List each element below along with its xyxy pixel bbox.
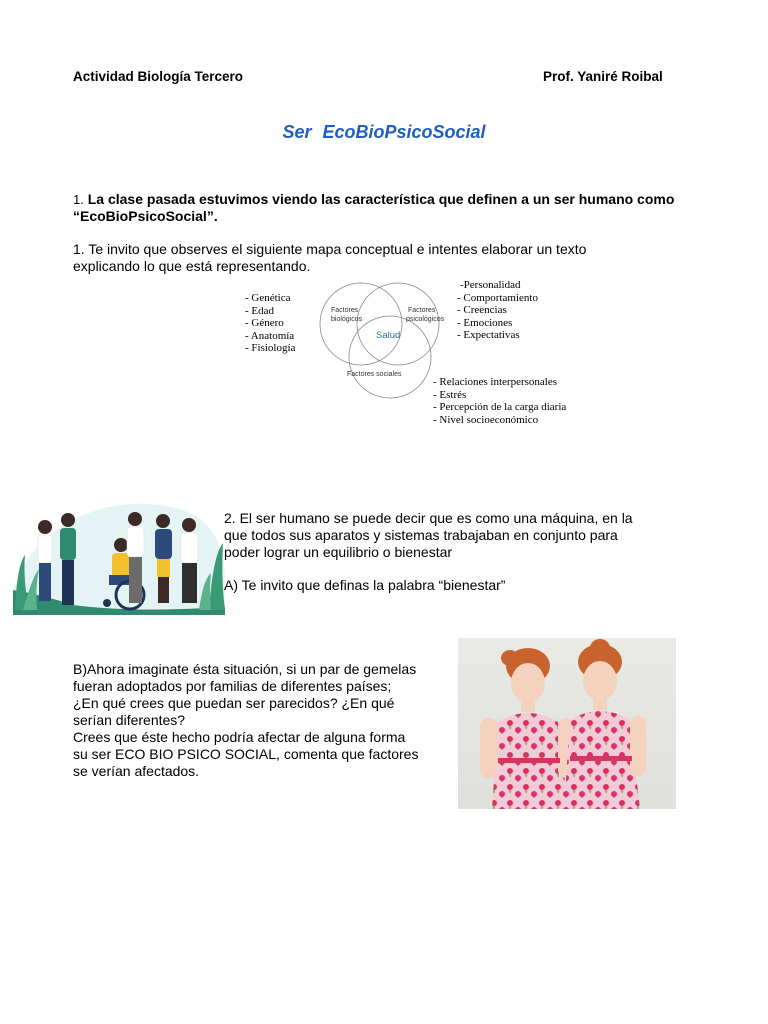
section3-line: su ser ECO BIO PSICO SOCIAL, comenta que factores (73, 746, 419, 762)
section1b-instructions (73, 241, 713, 275)
section3-line: serían diferentes? (73, 712, 186, 728)
label-psico-2: psicológicos (406, 316, 445, 323)
section1-intro (73, 191, 703, 225)
section3-line: ¿En qué crees que puedan ser parecidos? ¿En qué (73, 695, 395, 711)
section2-line1: 2. El ser humano se puede decir que es como una máquina, en la (224, 510, 633, 526)
section1b-line2: explicando lo que está representando. (73, 258, 311, 274)
people-illustration (13, 495, 225, 615)
venn-diagram (320, 280, 445, 402)
list-item: - Genética (245, 292, 291, 304)
twins-photo (458, 638, 676, 809)
bio-factors-list (245, 292, 295, 355)
list-item: - Relaciones interpersonales (433, 376, 558, 388)
section1-number: 1. (73, 192, 84, 207)
section3-line: Crees que éste hecho podría afectar de alguna forma (73, 729, 406, 745)
label-bio-1: Factores (331, 307, 359, 314)
list-item: - Anatomía (245, 329, 295, 342)
list-item: - Nivel socioeconómico (433, 413, 539, 426)
social-factors-list (433, 376, 566, 426)
list-item: - Percepción de la carga diaria (433, 401, 567, 413)
psico-factors-list (457, 279, 538, 342)
circle-social (349, 316, 431, 398)
list-item: - Expectativas (457, 329, 520, 341)
circle-biological (320, 283, 402, 365)
list-item: - Emociones (457, 316, 513, 329)
list-item: -Personalidad (460, 279, 521, 291)
list-item: - Comportamiento (457, 291, 538, 304)
section1-text: La clase pasada estuvimos viendo las característica que definen a un ser humano como “EcoBioPsicoSocial”. (73, 191, 675, 224)
section3-line: fueran adoptados por familias de diferentes países; (73, 678, 392, 694)
label-psico-1: Factores (408, 307, 436, 314)
header-left: Actividad Biología Tercero (73, 69, 244, 84)
label-social: Factores sociales (347, 371, 402, 378)
list-item: - Creencias (457, 304, 507, 316)
list-item: - Edad (245, 304, 275, 317)
header-right: Prof. Yaniré Roibal (543, 69, 663, 84)
circle-psychological (357, 283, 439, 365)
section2-line2: que todos sus aparatos y sistemas trabajaban en conjunto para (224, 527, 618, 543)
page-title: Ser EcoBioPsicoSocial (282, 122, 486, 142)
list-item: - Fisiología (245, 342, 296, 354)
section1b-line1: 1. Te invito que observes el siguiente mapa conceptual e intentes elaborar un texto (73, 241, 587, 257)
section3-line: se verían afectados. (73, 763, 200, 779)
label-salud: Salud (376, 330, 401, 341)
section3-text (73, 661, 458, 780)
section2-text (224, 510, 724, 561)
twins-illustration (458, 638, 676, 809)
section3-line: B)Ahora imaginate ésta situación, si un par de gemelas (73, 661, 417, 677)
section2-line3: poder lograr un equilibrio o bienestar (224, 544, 453, 560)
question-a: A) Te invito que definas la palabra “bienestar” (224, 577, 506, 593)
list-item: - Estrés (433, 388, 467, 401)
list-item: - Género (245, 317, 284, 329)
label-bio-2: biológicos (331, 316, 363, 323)
